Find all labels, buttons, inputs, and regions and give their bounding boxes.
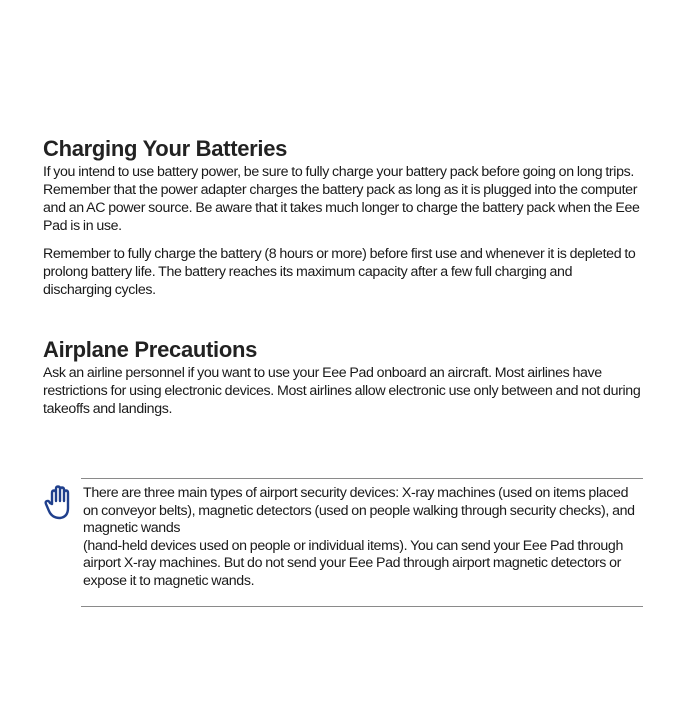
airplane-section-title: Airplane Precautions [43,337,258,362]
charging-paragraph-2: Remember to fully charge the battery (8 hours or more) before first use and whenever it is depleted to prolong battery life. The battery reaches its maximum capacity after a few full charging and discharging cycles. [43,246,636,298]
document-page [43,132,643,589]
note-text [83,485,643,591]
note-top-rule [81,478,643,479]
hand-icon [43,484,75,522]
airplane-paragraph-1: Ask an airline personnel if you want to use your Eee Pad onboard an aircraft. Most airlines have restrictions for using electronic devices. Most airlines allow electronic use only between and not during takeoffs and landings. [43,365,641,417]
note-line-2: (hand-held devices used on people or individual items). You can send your Eee Pad through airport X-ray machines. But do not send your Eee Pad through airport magnetic detectors or expose it to magnetic wands. [83,537,623,589]
note-line-1: There are three main types of airport security devices: X-ray machines (used on items placed on conveyor belts), magnetic detectors (used on people walking through security checks), and magnetic wands [83,485,635,537]
charging-paragraph-1: If you intend to use battery power, be sure to fully charge your battery pack before going on long trips. Remember that the power adapter charges the battery pack as long as it is plugged into the computer and an AC power source. Be aware that it takes much longer to charge the battery pack when the Eee Pad is in use. [43,164,640,234]
note-bottom-rule [81,606,643,607]
charging-section-title: Charging Your Batteries [43,136,288,161]
